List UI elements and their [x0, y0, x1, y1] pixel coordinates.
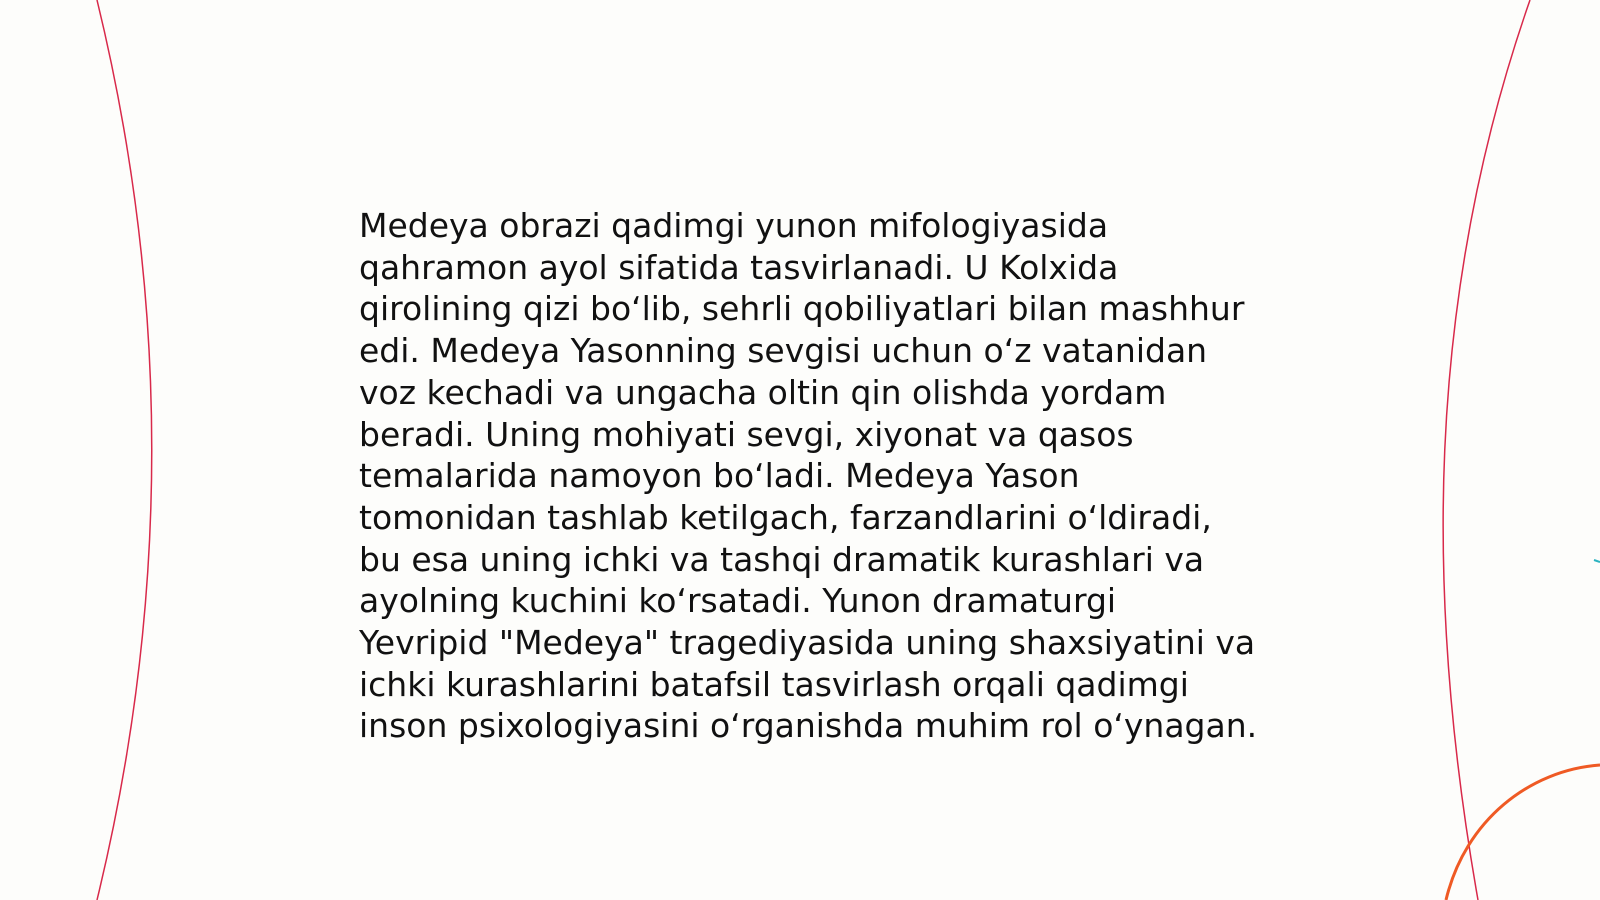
paragraph-line: inson psixologiyasini o‘rganishda muhim rol o‘ynagan.	[359, 706, 1258, 746]
paragraph-line: tomonidan tashlab ketilgach, farzandlarini o‘ldiradi,	[359, 497, 1212, 537]
paragraph-line: qirolining qizi bo‘lib, sehrli qobiliyatlari bilan mashhur	[359, 289, 1245, 329]
paragraph-line: Medeya obrazi qadimgi yunon mifologiyasida	[359, 206, 1109, 245]
paragraph-line: ichki kurashlarini batafsil tasvirlash orqali qadimgi	[359, 664, 1189, 704]
orange-arc	[1446, 765, 1600, 900]
left-red-curve	[97, 0, 152, 900]
paragraph-line: beradi. Uning mohiyati sevgi, xiyonat va qasos	[359, 414, 1134, 454]
teal-mark	[1594, 560, 1600, 562]
paragraph-line: Yevripid "Medeya" tragediyasida uning shaxsiyatini va	[359, 623, 1256, 663]
paragraph-line: voz kechadi va ungacha oltin qin olishda yordam	[359, 372, 1167, 412]
paragraph-line: bu esa uning ichki va tashqi dramatik kurashlari va	[359, 539, 1205, 579]
paragraph-line: temalarida namoyon bo‘ladi. Medeya Yason	[359, 456, 1080, 496]
paragraph-line: ayolning kuchini ko‘rsatadi. Yunon dramaturgi	[359, 581, 1117, 621]
paragraph-line: edi. Medeya Yasonning sevgisi uchun o‘z vatanidan	[359, 331, 1208, 371]
right-red-curve	[1443, 0, 1530, 900]
body-paragraph	[359, 205, 1259, 747]
paragraph-line: qahramon ayol sifatida tasvirlanadi. U Kolxida	[359, 247, 1119, 287]
